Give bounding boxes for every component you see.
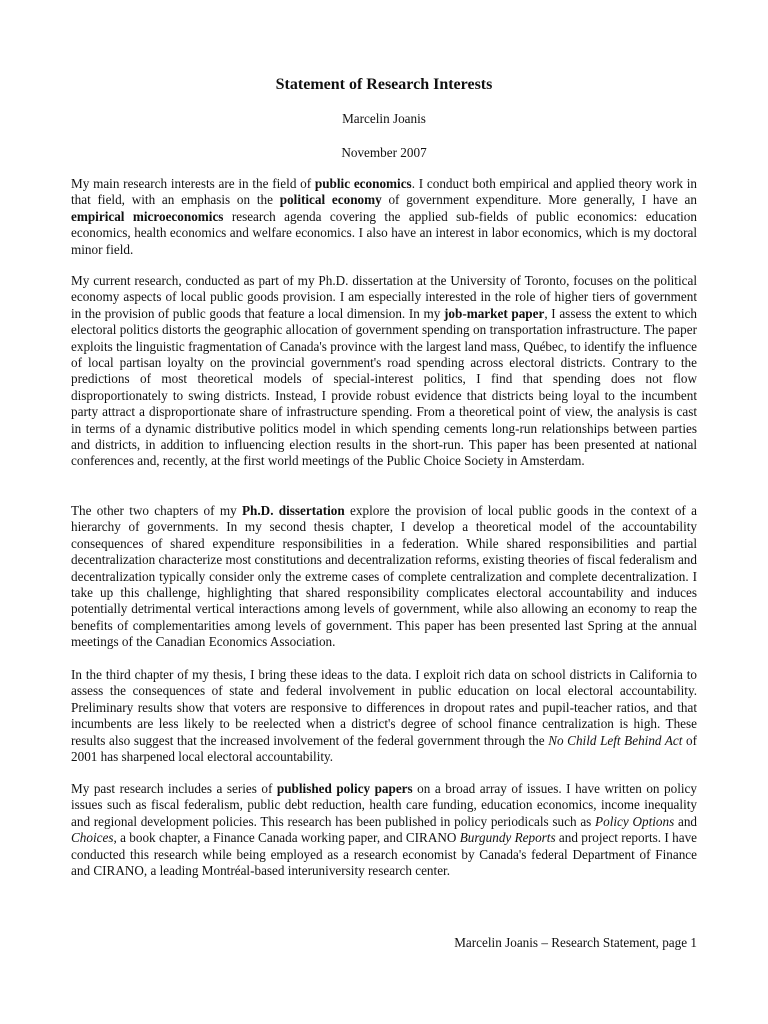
emphasis-bold: empirical microeconomics	[71, 208, 224, 224]
emphasis-bold: Ph.D. dissertation	[241, 503, 345, 518]
emphasis-italic: Choices	[71, 830, 114, 846]
emphasis-italic: Burgundy Reports	[459, 830, 556, 846]
emphasis-italic: Policy Options	[595, 813, 675, 829]
paragraph-past-research	[71, 781, 697, 879]
paragraph-text: My past research includes a series of published policy papers on a broad array of issues. I have written on policy issues such as fiscal federalism, public debt reduction, health care funding, education economics, income inequality and regional development policies. This research has been published in policy periodicals such as Policy Options and Choices, a book chapter, a Finance Canada working paper, and CIRANO Burgundy Reports and project reports. I have conducted this research while being employed as a research economist by Canada's federal Department of Finance and CIRANO, a leading Montréal-based interuniversity research center.	[71, 781, 698, 879]
emphasis-bold: job-market paper	[444, 305, 545, 321]
author-name: Marcelin Joanis	[342, 111, 426, 126]
emphasis-bold: published policy papers	[276, 781, 413, 796]
document-title: Statement of Research Interests	[275, 76, 493, 93]
paragraph-current-research	[71, 273, 697, 470]
emphasis-italic: No Child Left Behind Act	[548, 732, 683, 748]
emphasis-bold: public economics	[314, 176, 412, 191]
paragraph-research-interests	[71, 176, 697, 258]
document-date: November 2007	[341, 145, 427, 160]
paragraph-text: In the third chapter of my thesis, I bring these ideas to the data. I exploit rich data on school districts in California to assess the consequences of state and federal involvement in public education on local electoral accountability. Preliminary results show that voters are responsive to differences in dropout rates and pupil-teacher ratios, and that incumbents are less likely to be reelected when a district's degree of school finance centralization is high. These results also suggest that the increased involvement of the federal government through the No Child Left Behind Act of 2001 has sharpened local electoral accountability.	[71, 667, 698, 765]
paragraph-third-chapter	[71, 667, 697, 765]
page-footer: Marcelin Joanis – Research Statement, page 1	[454, 935, 697, 950]
paragraph-text: The other two chapters of my Ph.D. dissertation explore the provision of local public goods in the context of a hierarchy of governments. In my second thesis chapter, I develop a theoretical model of the accountability consequences of shared expenditure responsibilities in a federation. While shared responsibilities and partial decentralization characterize most constitutions and decentralization reforms, existing theories of fiscal federalism and decentralization typically consider only the extreme cases of complete centralization and complete decentralization. I take up this challenge, highlighting that shared responsibility complicates electoral accountability and induces potentially detrimental vertical interactions among levels of government, while also allowing an economy to reap the benefits of complementarities among levels of government. This paper has been presented last Spring at the annual meetings of the Canadian Economics Association.	[71, 503, 697, 650]
emphasis-bold: political economy	[279, 192, 382, 208]
paragraph-text: My main research interests are in the field of public economics. I conduct both empirical and applied theory work in that field, with an emphasis on the political economy of government expenditure. More generally, I have an empirical microeconomics research agenda covering the applied sub-fields of public economics: education economics, health economics and welfare economics. I also have an interest in labor economics, which is my doctoral minor field.	[71, 176, 697, 257]
paragraph-dissertation-chapters	[71, 503, 697, 651]
paragraph-text: My current research, conducted as part of my Ph.D. dissertation at the University of Toronto, focuses on the political economy aspects of local public goods provision. I am especially interested in the role of higher tiers of government in the provision of public goods that feature a local dimension. In my job-market paper, I assess the extent to which electoral politics distorts the geographic allocation of government spending on transportation infrastructure. The paper exploits the linguistic fragmentation of Canada's province with the largest land mass, Québec, to identify the influence of local partisan loyalty on the provincial government's road spending across electoral districts. Contrary to the predictions of most theoretical models of special-interest politics, I find that spending does not flow disproportionately to swing districts. Instead, I provide robust evidence that districts being loyal to the incumbent party attract a disproportionate share of infrastructure spending. From a theoretical point of view, the analysis is cast in terms of a dynamic distributive politics model in which spending cements long-run relationships between parties and districts, in addition to influencing election results in the short-run. This paper has been presented at national conferences and, recently, at the first world meetings of the Public Choice Society in Amsterdam.	[71, 273, 697, 469]
